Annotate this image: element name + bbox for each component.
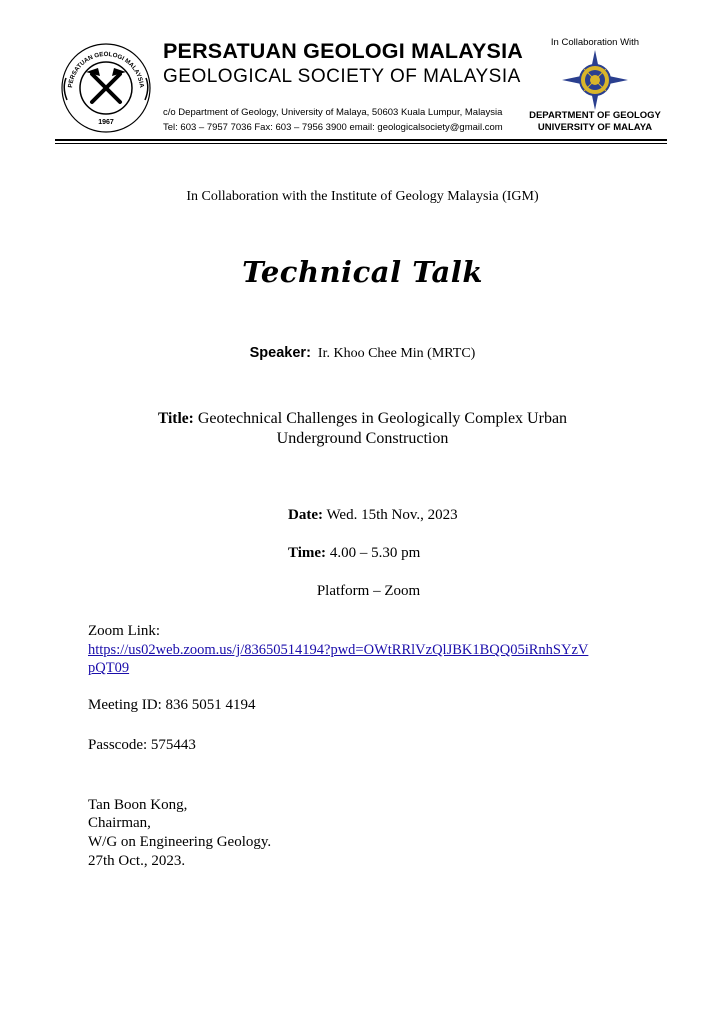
zoom-link-url-continued[interactable]: pQT09 [88, 660, 130, 676]
department-university: UNIVERSITY OF MALAYA [537, 122, 653, 133]
date-label: Date: [288, 507, 323, 523]
talk-title-line2: Underground Construction [276, 430, 449, 447]
society-seal-logo [58, 38, 154, 134]
collaboration-label: In Collaboration With [550, 37, 640, 48]
passcode: Passcode: 575443 [88, 737, 196, 753]
time-label: Time: [288, 545, 327, 561]
header-divider-thick [55, 139, 667, 141]
collaboration-note: In Collaboration with the Institute of Geology Malaysia (IGM) [186, 189, 539, 204]
signature-date: 27th Oct., 2023. [88, 853, 186, 869]
org-name-malay: PERSATUAN GEOLOGI MALAYSIA [163, 39, 523, 63]
platform-line: Platform – Zoom [316, 583, 421, 599]
zoom-link-label: Zoom Link: [88, 623, 161, 639]
time-value: 4.00 – 5.30 pm [329, 545, 421, 561]
signatory-role: Chairman, [88, 815, 151, 831]
org-address: c/o Department of Geology, University of Malaya, 50603 Kuala Lumpur, Malaysia [163, 107, 503, 118]
org-name-english: GEOLOGICAL SOCIETY OF MALAYSIA [163, 66, 521, 87]
speaker-line [0, 345, 725, 362]
seal-year: 1967 [98, 119, 114, 126]
zoom-link-url[interactable]: https://us02web.zoom.us/j/83650514194?pwd=OWtRRlVzQlJBK1BQQ05iRnhSYzV [88, 642, 589, 658]
signatory-name: Tan Boon Kong, [88, 797, 188, 813]
department-compass-logo [562, 50, 628, 110]
speaker-name: Ir. Khoo Chee Min (MRTC) [317, 346, 476, 361]
title-label: Title: [157, 410, 194, 427]
talk-heading: Technical Talk [242, 255, 483, 289]
date-line [0, 507, 458, 524]
header-divider-thin [55, 143, 667, 144]
speaker-label: Speaker: [249, 345, 311, 361]
talk-title-line1 [0, 410, 725, 428]
title-text-line1: Geotechnical Challenges in Geologically Complex Urban [197, 410, 568, 427]
department-name: DEPARTMENT OF GEOLOGY [529, 110, 661, 121]
signatory-group: W/G on Engineering Geology. [88, 834, 272, 850]
org-contact: Tel: 603 – 7957 7036 Fax: 603 – 7956 3900 email: geologicalsociety@gmail.com [163, 122, 503, 133]
meeting-id: Meeting ID: 836 5051 4194 [88, 697, 256, 713]
seal-text: PERSATUAN GEOLOGI MALAYSIA [67, 51, 145, 89]
letterhead [0, 0, 725, 145]
time-line [0, 545, 420, 562]
date-value: Wed. 15th Nov., 2023 [326, 507, 458, 523]
svg-text:PERSATUAN GEOLOGI MALAYSIA [67, 51, 145, 89]
